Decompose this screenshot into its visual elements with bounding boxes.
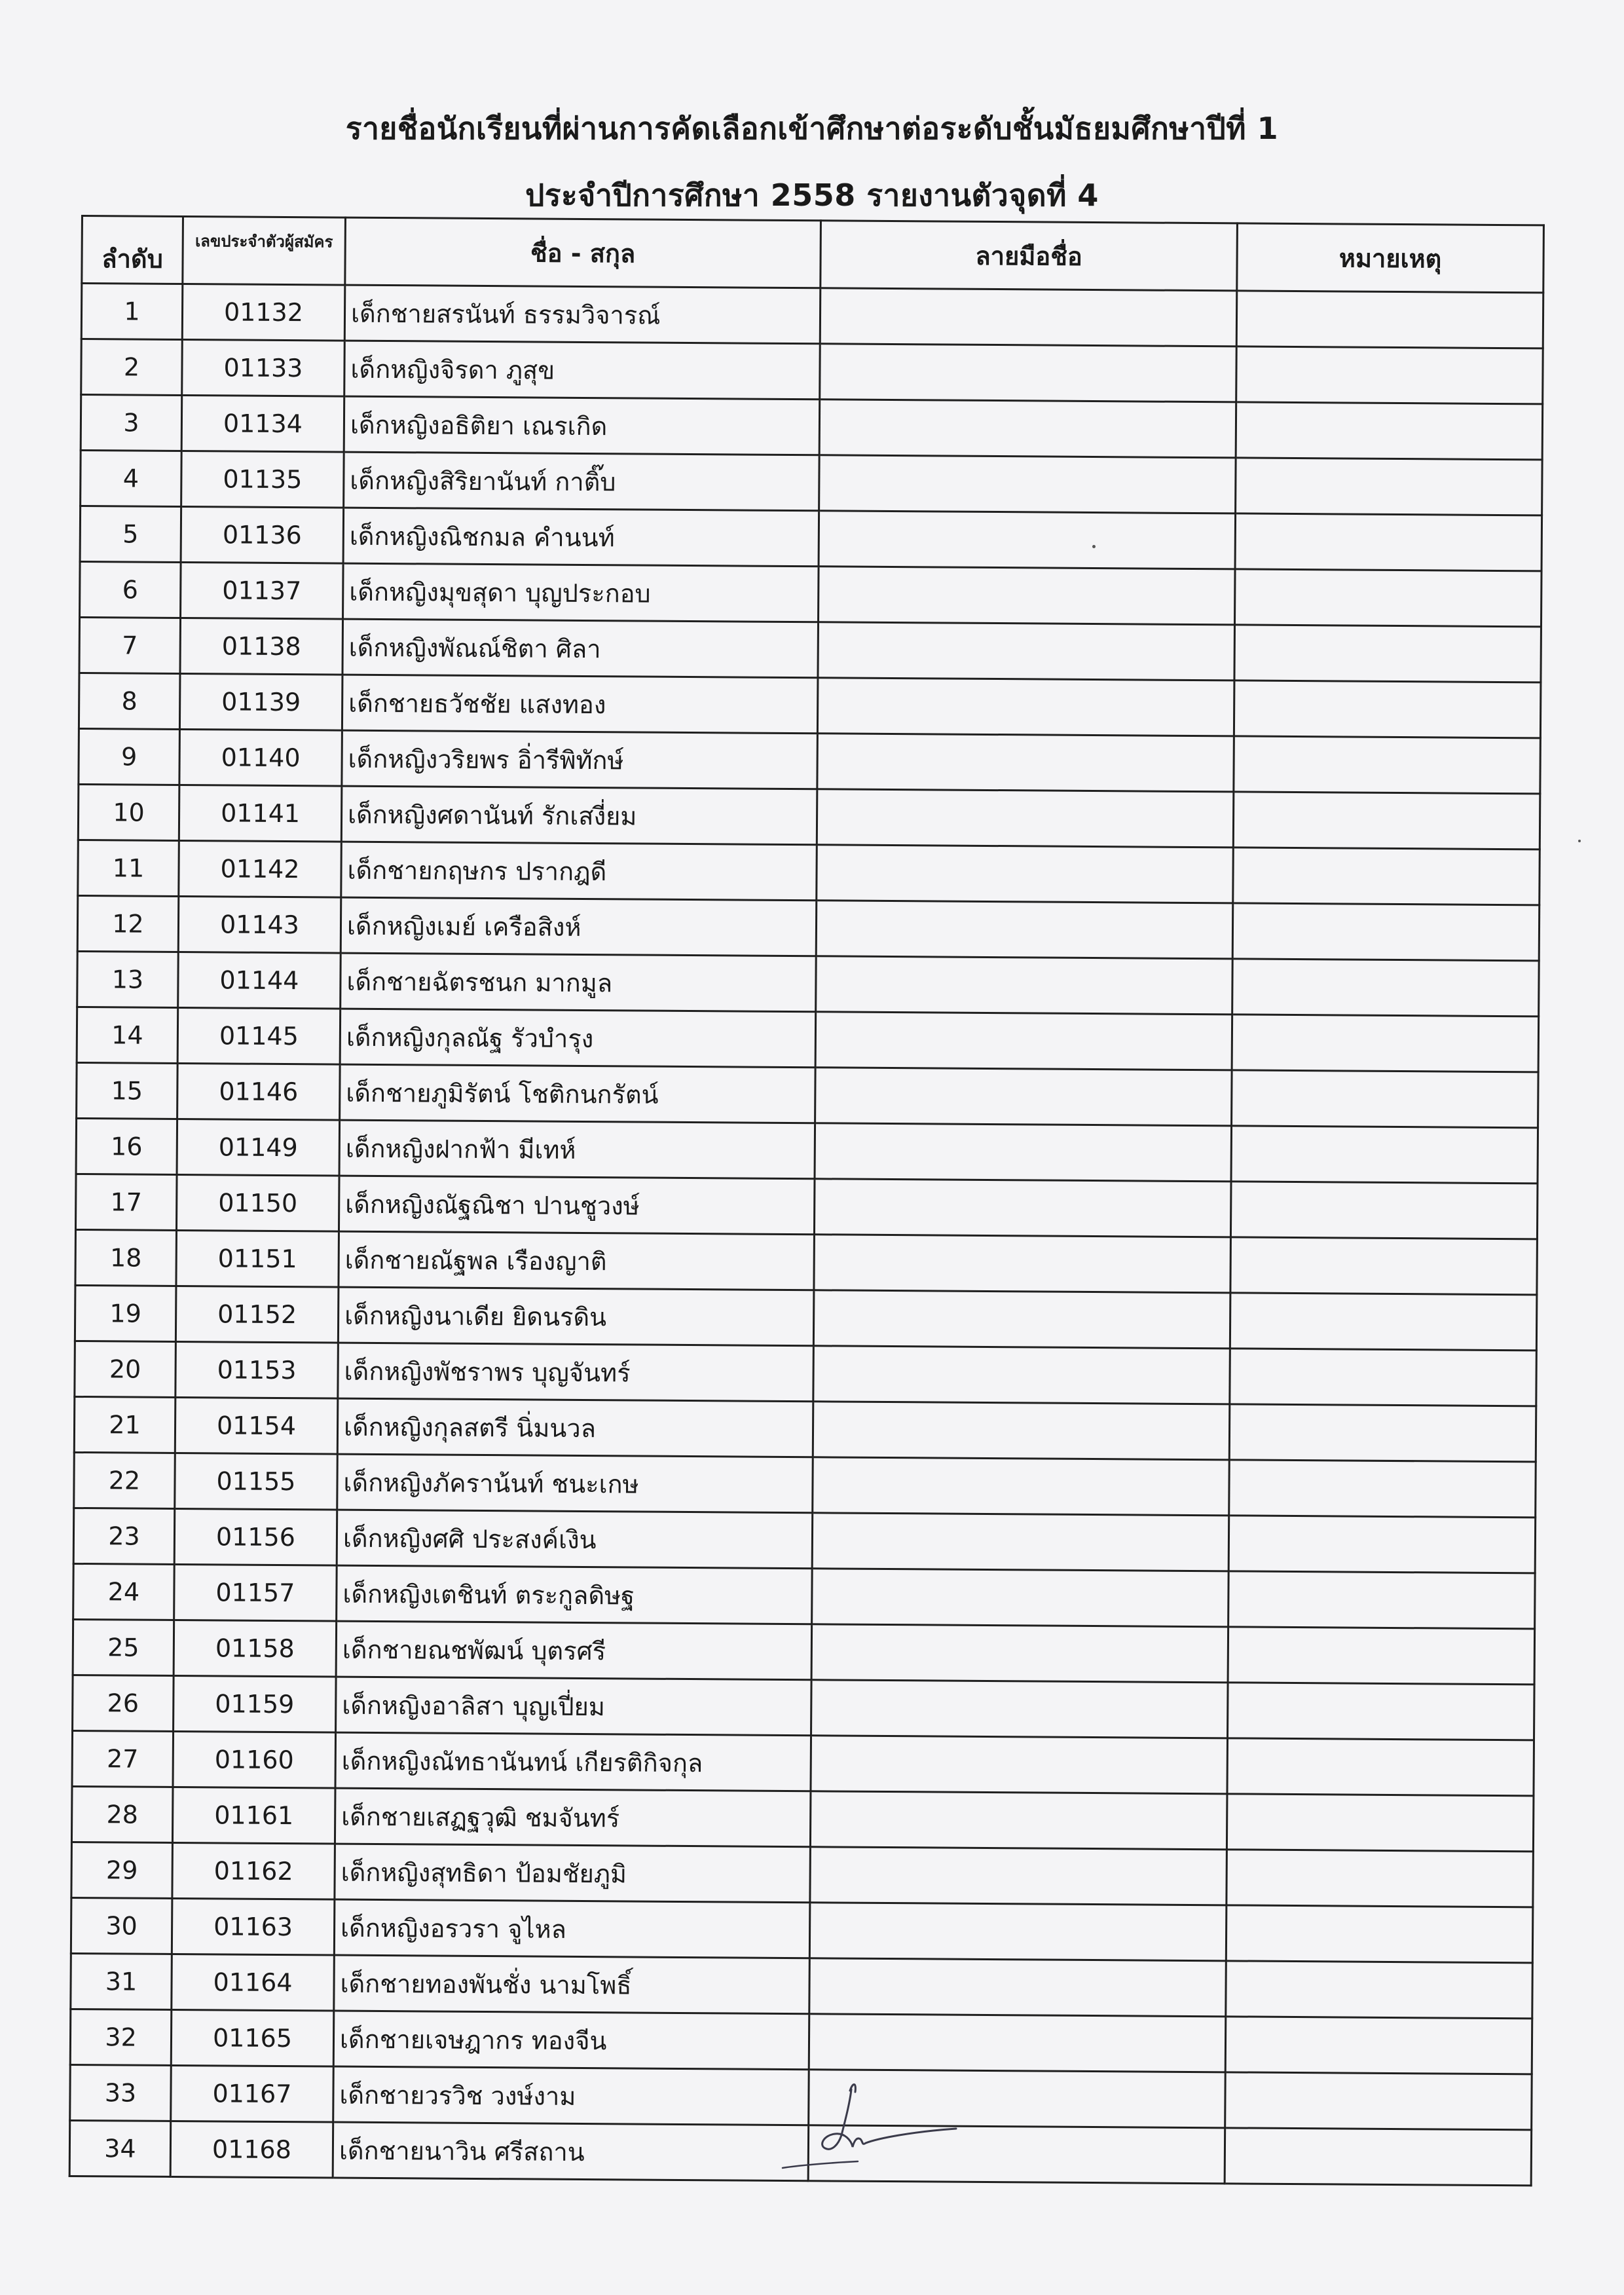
row-number: 8: [79, 673, 180, 729]
student-name: เด็กหญิงศศิ ประสงค์เงิน: [337, 1510, 813, 1569]
student-name: เด็กหญิงวริยพร อิ่ารีพิทักษ์: [342, 730, 818, 789]
table-row: [72, 1730, 1534, 1795]
signature-cell: [813, 1290, 1230, 1349]
signature-cell: [811, 1624, 1228, 1683]
signature-cell: [817, 845, 1234, 903]
signature-cell: [809, 1958, 1227, 2017]
remark-cell: [1234, 625, 1541, 682]
student-name: เด็กชายสรนันท์ ธรรมวิจารณ์: [344, 285, 821, 344]
row-number: 13: [77, 951, 179, 1007]
remark-cell: [1231, 1126, 1538, 1184]
signature-cell: [814, 1235, 1231, 1293]
row-number: 11: [78, 840, 179, 896]
header-signature: ลายมือชื่อ: [821, 221, 1238, 291]
remark-cell: [1236, 458, 1543, 515]
remark-cell: [1234, 569, 1541, 627]
student-name: เด็กหญิงอาลิสา บุญเปี่ยม: [336, 1677, 812, 1736]
table-row: [77, 1062, 1539, 1127]
row-number: 19: [75, 1285, 176, 1341]
table-row: [75, 1341, 1537, 1406]
remark-cell: [1225, 2128, 1532, 2186]
remark-cell: [1225, 2072, 1532, 2130]
row-number: 22: [74, 1452, 175, 1508]
remark-cell: [1233, 848, 1540, 905]
signature-cell: [811, 1736, 1228, 1794]
table-row: [73, 1563, 1536, 1628]
row-number: 14: [77, 1007, 178, 1063]
table-row: [81, 395, 1543, 460]
row-number: 25: [73, 1619, 174, 1675]
table-row: [80, 506, 1542, 571]
student-name: เด็กหญิงเตชินท์ ตระกูลดิษฐ: [337, 1565, 813, 1624]
student-name: เด็กชายเจษฎากร ทองจีน: [333, 2011, 809, 2070]
applicant-id: 01160: [173, 1731, 336, 1788]
signature-cell: [820, 344, 1237, 402]
student-name: เด็กชายทองพันชั่ง นามโพธิ์: [334, 1955, 810, 2014]
applicant-id: 01150: [176, 1174, 339, 1231]
remark-cell: [1232, 959, 1540, 1017]
row-number: 5: [80, 506, 181, 563]
student-name: เด็กหญิงฝากฟ้า มีเทห์: [339, 1120, 815, 1179]
applicant-id: 01136: [181, 506, 344, 563]
table-row: [79, 617, 1541, 682]
header-applicant-id: เลขประจำตัวผู้สมัคร: [183, 217, 346, 286]
table-row: [78, 840, 1540, 905]
student-name: เด็กชายวรวิช วงษ์งาม: [333, 2066, 809, 2125]
student-name: เด็กหญิงสิริยานันท์ กาติ๊บ: [344, 452, 820, 511]
signature-cell: [815, 1068, 1232, 1126]
applicant-id: 01155: [175, 1453, 338, 1510]
remark-cell: [1233, 792, 1540, 849]
table-row: [71, 1953, 1533, 2018]
row-number: 31: [71, 1953, 172, 2009]
signature-cell: [813, 1402, 1230, 1460]
student-name: เด็กหญิงณัฐณิชา ปานชูวงษ์: [339, 1176, 815, 1235]
signature-cell: [816, 956, 1233, 1015]
applicant-id: 01133: [182, 340, 345, 397]
table-row: [80, 561, 1542, 626]
applicant-id: 01157: [174, 1564, 337, 1621]
student-name: เด็กหญิงณิชกมล คำนนท์: [343, 508, 819, 567]
row-number: 6: [80, 561, 181, 618]
row-number: 21: [74, 1396, 175, 1453]
signature-cell: [813, 1457, 1230, 1516]
remark-cell: [1228, 1627, 1535, 1685]
signature-cell: [815, 1123, 1232, 1182]
table-row: [78, 784, 1540, 849]
signature-cell: [813, 1346, 1230, 1404]
table-header-row: [82, 216, 1544, 293]
applicant-id: 01156: [174, 1508, 337, 1565]
handwritten-signature: [779, 2063, 1028, 2174]
document-subtitle: ประจำปีการศึกษา 2558 รายงานตัวจุดที่ 4: [525, 177, 1099, 213]
student-name: เด็กหญิงอรวรา จูไหล: [334, 1899, 810, 1958]
row-number: 29: [71, 1842, 173, 1898]
remark-cell: [1230, 1293, 1537, 1351]
row-number: 33: [70, 2064, 172, 2121]
applicant-id: 01149: [177, 1119, 340, 1176]
row-number: 17: [75, 1174, 177, 1230]
row-number: 10: [78, 784, 179, 840]
signature-cell: [818, 622, 1235, 681]
remark-cell: [1236, 346, 1543, 404]
student-name: เด็กหญิงพัชราพร บุญจันทร์: [338, 1343, 814, 1402]
table-row: [75, 1285, 1537, 1350]
remark-cell: [1226, 1961, 1533, 2019]
signature-cell: [816, 901, 1233, 959]
signature-cell: [810, 1791, 1227, 1850]
row-number: 32: [70, 2009, 172, 2065]
table-row: [73, 1619, 1535, 1684]
row-number: 1: [81, 284, 183, 340]
student-name: เด็กหญิงจิรดา ภูสุข: [344, 341, 821, 400]
applicant-id: 01138: [180, 618, 343, 675]
row-number: 3: [81, 395, 182, 451]
applicant-id: 01167: [171, 2065, 334, 2122]
remark-cell: [1230, 1237, 1538, 1295]
remark-cell: [1232, 1070, 1539, 1128]
remark-cell: [1234, 736, 1541, 794]
applicant-id: 01146: [177, 1063, 341, 1120]
applicant-id: 01158: [174, 1620, 337, 1677]
remark-cell: [1236, 402, 1543, 460]
header-no: ลำดับ: [82, 216, 183, 284]
student-name: เด็กหญิงมุขสุดา บุญประกอบ: [343, 563, 819, 622]
remark-cell: [1227, 1850, 1534, 1907]
table-row: [73, 1508, 1536, 1573]
signature-cell: [820, 288, 1237, 346]
applicant-id: 01164: [172, 1954, 335, 2011]
remark-cell: [1230, 1349, 1537, 1406]
applicant-id: 01134: [181, 395, 344, 452]
student-name: เด็กหญิงภัคราน้นท์ ชนะเกษ: [337, 1454, 813, 1513]
applicant-id: 01140: [179, 729, 342, 786]
scan-speck: [1578, 840, 1581, 842]
applicant-id: 01145: [177, 1007, 341, 1064]
remark-cell: [1227, 1738, 1534, 1796]
table-row: [75, 1229, 1538, 1294]
applicant-id: 01139: [179, 673, 342, 730]
table-row: [71, 1842, 1534, 1907]
table-row: [73, 1675, 1535, 1740]
row-number: 16: [76, 1118, 177, 1174]
table-row: [75, 1174, 1538, 1239]
row-number: 9: [79, 728, 180, 785]
signature-cell: [809, 1903, 1227, 1961]
student-name: เด็กชายณัฐพล เรืองญาติ: [339, 1231, 815, 1290]
table-row: [74, 1452, 1536, 1517]
student-name: เด็กหญิงเมย์ เครือสิงห์: [341, 897, 817, 956]
applicant-id: 01165: [171, 2009, 334, 2066]
remark-cell: [1228, 1516, 1536, 1573]
signature-cell: [819, 400, 1236, 458]
table-row: [79, 673, 1541, 737]
applicant-id: 01144: [178, 952, 341, 1009]
row-number: 7: [79, 617, 181, 673]
remark-cell: [1229, 1460, 1536, 1518]
signature-cell: [815, 1012, 1232, 1070]
table-row: [71, 1897, 1533, 1962]
row-number: 2: [81, 339, 183, 396]
applicant-id: 01168: [170, 2121, 333, 2178]
remark-cell: [1225, 2017, 1532, 2074]
signature-cell: [812, 1513, 1229, 1571]
student-name: เด็กหญิงพัณณ์ชิตา ศิลา: [342, 619, 819, 678]
row-number: 4: [81, 451, 182, 507]
applicant-id: 01153: [175, 1341, 339, 1398]
row-number: 18: [75, 1229, 177, 1286]
row-number: 28: [71, 1786, 173, 1842]
signature-cell: [811, 1680, 1228, 1738]
student-name: เด็กหญิงศดานันท์ รักเสงี่ยม: [341, 786, 817, 845]
signature-cell: [817, 678, 1234, 736]
table-body: [69, 284, 1543, 2186]
applicant-id: 01152: [175, 1286, 339, 1343]
table-row: [77, 1007, 1539, 1072]
scan-speck: [1092, 545, 1096, 548]
table-row: [81, 284, 1543, 348]
student-name: เด็กหญิงอธิติยา เณรเกิด: [344, 396, 820, 455]
row-number: 27: [72, 1730, 174, 1787]
applicant-id: 01143: [178, 896, 341, 953]
student-name: เด็กหญิงนาเดีย ยิดนรดิน: [338, 1287, 814, 1346]
student-name: เด็กหญิงกุลสตรี นิ่มนวล: [337, 1398, 813, 1457]
remark-cell: [1234, 681, 1541, 738]
row-number: 26: [73, 1675, 174, 1731]
applicant-id: 01137: [181, 562, 344, 619]
remark-cell: [1232, 1015, 1539, 1072]
applicant-id: 01132: [182, 284, 345, 341]
remark-cell: [1226, 1905, 1533, 1963]
applicant-id: 01151: [176, 1230, 339, 1287]
student-name: เด็กหญิงณัทธานันทน์ เกียรติกิจกุล: [335, 1732, 811, 1791]
remark-cell: [1227, 1794, 1534, 1852]
student-name: เด็กชายณชพัฒน์ บุตรศรี: [336, 1621, 812, 1680]
applicant-id: 01141: [179, 785, 342, 842]
student-name: เด็กหญิงสุทธิดา ป้อมชัยภูมิ: [335, 1844, 811, 1903]
signature-cell: [814, 1179, 1231, 1237]
signature-cell: [817, 789, 1234, 848]
applicant-id: 01161: [172, 1787, 335, 1844]
applicant-id: 01135: [181, 451, 344, 508]
remark-cell: [1228, 1571, 1536, 1629]
student-name: เด็กชายฉัตรชนก มากมูล: [341, 953, 817, 1012]
row-number: 34: [69, 2120, 171, 2176]
remark-cell: [1229, 1404, 1536, 1462]
table-row: [77, 895, 1540, 960]
student-name: เด็กชายกฤษกร ปรากฎดี: [341, 842, 817, 901]
table-row: [81, 339, 1543, 404]
table-row: [79, 728, 1541, 793]
signature-cell: [817, 734, 1234, 792]
table-row: [77, 951, 1540, 1016]
student-name: เด็กหญิงกุลณัฐ รัวบำรุง: [340, 1009, 816, 1068]
applicant-id: 01154: [175, 1397, 338, 1454]
student-name: เด็กชายนาวิน ศรีสถาน: [333, 2122, 809, 2181]
student-name: เด็กชายเสฏฐวุฒิ ชมจันทร์: [335, 1788, 811, 1847]
signature-cell: [819, 455, 1236, 513]
student-list-table: [69, 215, 1545, 2186]
row-number: 15: [77, 1062, 178, 1119]
signature-cell: [819, 567, 1236, 625]
student-name: เด็กชายภูมิรัตน์ โชติกนกรัตน์: [340, 1064, 816, 1123]
student-name: เด็กชายธวัชชัย แสงทอง: [342, 675, 818, 734]
remark-cell: [1236, 291, 1543, 348]
table-row: [81, 451, 1543, 515]
table-row: [76, 1118, 1538, 1183]
table-row: [71, 1786, 1534, 1851]
remark-cell: [1235, 513, 1542, 571]
header-remark: หมายเหตุ: [1237, 223, 1544, 293]
table-row: [74, 1396, 1536, 1461]
applicant-id: 01142: [179, 840, 342, 897]
row-number: 20: [75, 1341, 176, 1397]
applicant-id: 01162: [172, 1842, 335, 1899]
remark-cell: [1228, 1683, 1535, 1740]
remark-cell: [1232, 903, 1540, 961]
header-name: ชื่อ - สกุล: [345, 217, 821, 288]
applicant-id: 01163: [172, 1898, 335, 1955]
row-number: 30: [71, 1897, 172, 1954]
row-number: 24: [73, 1563, 175, 1620]
signature-cell: [812, 1569, 1229, 1627]
signature-cell: [819, 511, 1236, 569]
row-number: 12: [77, 895, 179, 952]
applicant-id: 01159: [174, 1675, 337, 1732]
document-title: รายชื่อนักเรียนที่ผ่านการคัดเลือกเข้าศึกษาต่อระดับชั้นมัธยมศึกษาปีที่ 1: [345, 111, 1279, 146]
remark-cell: [1230, 1182, 1538, 1239]
row-number: 23: [73, 1508, 175, 1564]
signature-cell: [810, 1847, 1227, 1905]
